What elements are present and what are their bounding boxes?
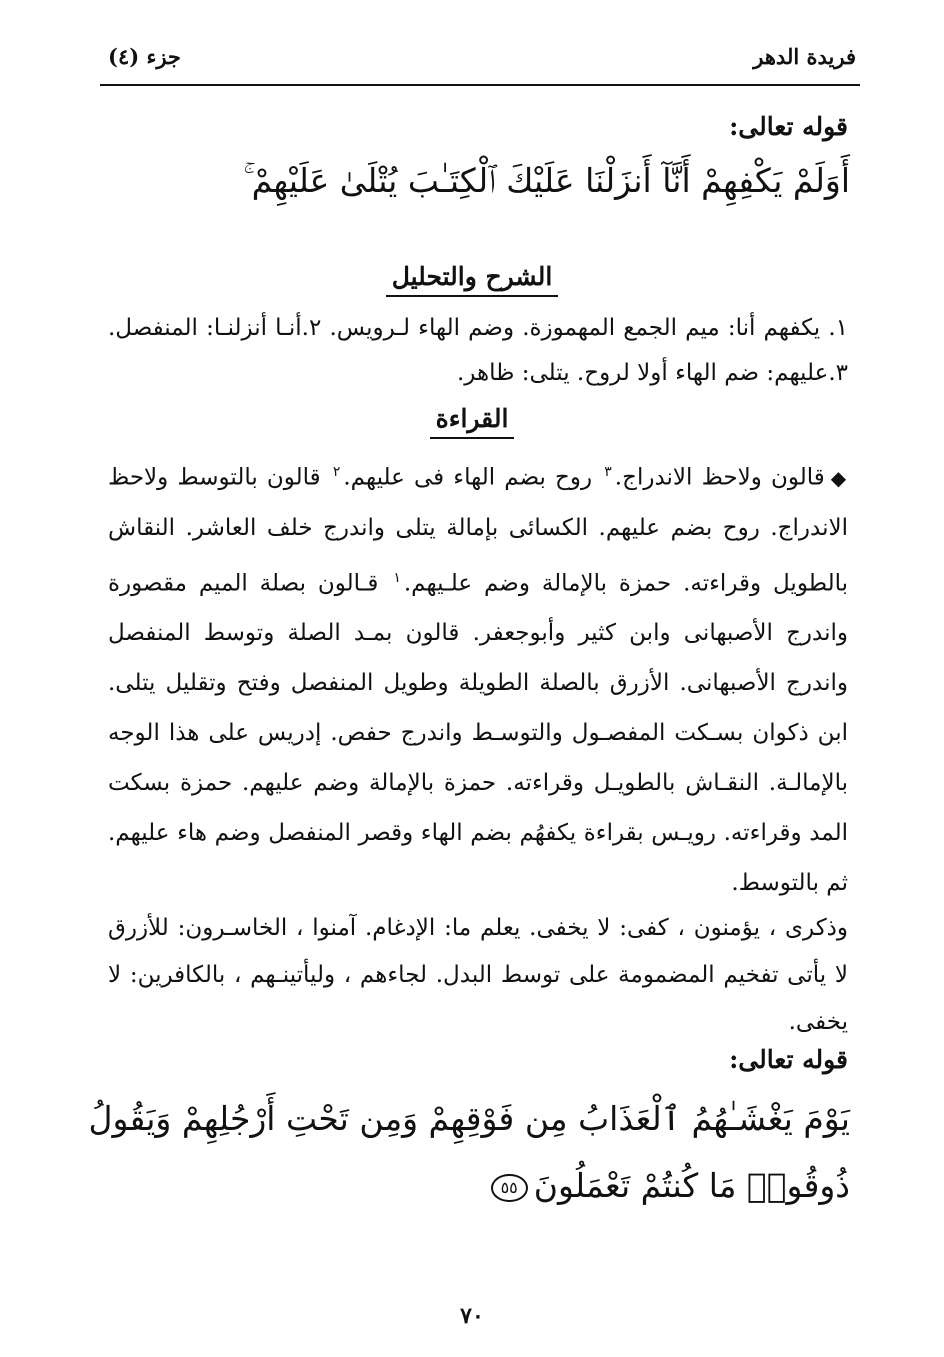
part-label: جزء (٤)	[108, 44, 181, 69]
commentary-item: ١. يكفهم أنا: ميم الجمع المهموزة. وضم الهاء لـرويس. ٢.أنـا أنزلنـا: المنفصل. ٣.عليهم: ضم الهاء أولا لروح. يتلى: ظاهر.	[108, 315, 848, 386]
commentary-title: الشرح والتحليل	[0, 262, 944, 297]
book-title: فريدة الدهر	[753, 44, 856, 69]
notes-paragraph: وذكرى ، يؤمنون ، كفى: لا يخفى. يعلم ما: الإدغام. آمنوا ، الخاسـرون: للأزرق لا يأتى تفخيم المضمومة على توسط البدل. لجاءهم ، وليأتينـهم ، بالكافرين: لا يخفى.	[108, 915, 848, 1035]
running-header	[100, 38, 860, 86]
reading-title: القراءة	[0, 404, 944, 439]
reading-paragraph	[108, 447, 848, 908]
reading-ref-number: ٢	[332, 464, 341, 480]
reading-segment: قالون ولاحظ الاندراج.	[614, 464, 825, 491]
quran-verse-2-text: ذُوقُوا۟ مَا كُنتُمْ تَعْمَلُونَ	[533, 1166, 850, 1205]
reading-ref-number: ٣	[604, 464, 612, 480]
ayah-number-marker: ٥٥	[491, 1174, 528, 1203]
quran-verse-2-line-2	[120, 1165, 850, 1208]
quran-verse-2-line-1: يَوْمَ يَغْشَـٰهُمُ ٱلْعَذَابُ مِن فَوْقِهِمْ وَمِن تَحْتِ أَرْجُلِهِمْ وَيَقُولُ	[88, 1099, 850, 1138]
reading-segment: روح بضم الهاء فى عليهم.	[343, 464, 593, 491]
verse-heading-1: قوله تعالى:	[729, 112, 848, 141]
verse-heading-2: قوله تعالى:	[729, 1045, 848, 1074]
page-number: ٧٠	[460, 1303, 484, 1329]
reading-segment: قـالون بصلة الميم مقصورة واندرج الأصبهانى وابن كثير وأبوجعفر. قالون بمـد الصلة وتوسط المنفصل واندرج الأصبهانى. الأزرق بالصلة الطويلة وطويل المنفصل وفتح وتقليل يتلى. ابن ذكوان بسـكت المفصـول والتوسـط واندرج حفص. إدريس على هذا الوجه بالإمالـة. النقـاش بالطويـل وقراءته. حمزة بالإمالة وضم عليهم. حمزة بسكت المد وقراءته. رويـس بقراءة يكفهُم بضم الهاء وقصر المنفصل وضم هاء عليهم. ثم بالتوسط.	[108, 570, 848, 897]
reading-ref-number: ١	[393, 569, 401, 586]
diamond-bullet-icon: ◆	[830, 465, 848, 490]
commentary-list	[108, 306, 848, 396]
reading-segment: قالون بالتوسط ولاحظ الاندراج. روح بضم عليهم. الكسائى بإمالة يتلى واندرج خلف العاشر. النقاش بالطويل وقراءته. حمزة بالإمالة وضم علـيهم.	[108, 464, 848, 597]
quran-verse-1: أَوَلَمْ يَكْفِهِمْ أَنَّآ أَنزَلْنَا عَلَيْكَ ٱلْكِتَـٰبَ يُتْلَىٰ عَلَيْهِمْ ۚ	[243, 161, 850, 200]
